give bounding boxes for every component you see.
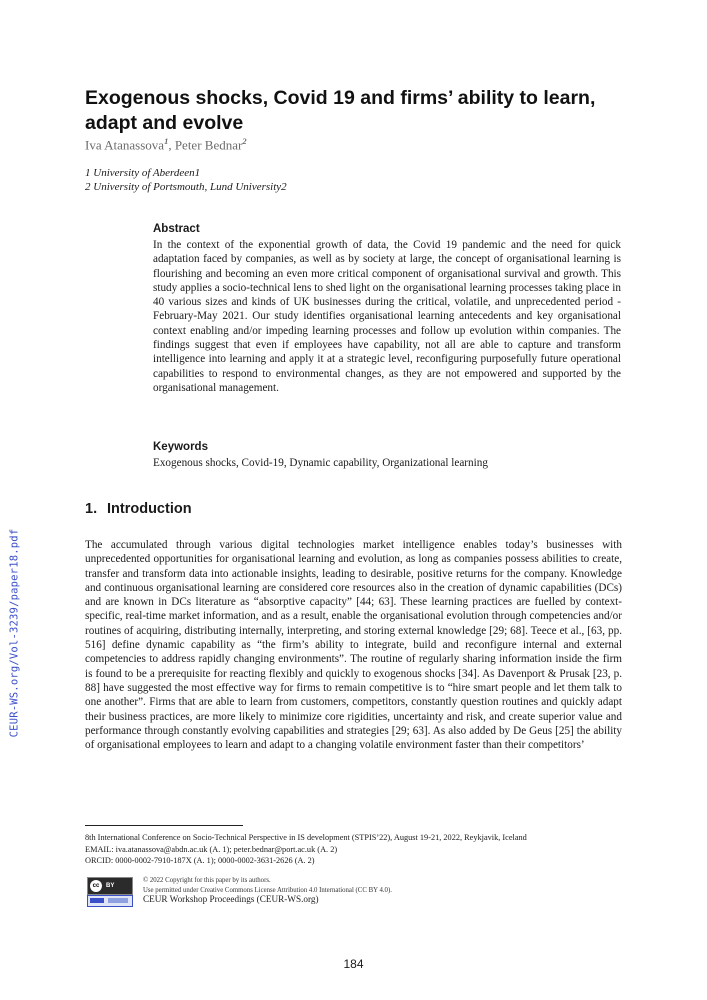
section-number: 1. xyxy=(85,501,98,517)
author-list xyxy=(85,136,247,153)
copyright-line: © 2022 Copyright for this paper by its authors. xyxy=(143,877,271,884)
abstract-text: In the context of the exponential growth of data, the Covid 19 pandemic and the need for quick adaptation faced by companies, as well as by society at large, the concept of organisational learning is flourishing and becoming an even more critical component of organisational survival and growth. This study applies a socio-technical lens to shed light on the organisational learning processes taking place in 40 various sizes and kinds of UK businesses during the critical, volatile, and unprecedented period - February-May 2021. Our study identifies organisational learning antecedents and key organisational context enabling and/or impeding learning processes and follow up evolution within companies. The findings suggest that even if employees have capability, not all are able to capture and transform intelligence into learning and apply it at a strategic level, reconfiguring purposefully future operational capabilities to respond to environmental changes, as they are not empowered and supported by the organisational management. xyxy=(153,239,621,394)
author-2-affiliation-mark: 2 xyxy=(242,136,247,146)
section-heading-introduction xyxy=(85,501,192,517)
author-1-affiliation-mark: 1 xyxy=(164,136,169,146)
cc-icon: cc xyxy=(90,880,102,892)
footnote-orcid: ORCID: 0000-0002-7910-187X (A. 1); 0000-0002-3631-2626 (A. 2) xyxy=(85,856,315,865)
ceur-workshop-logo-icon xyxy=(87,895,133,907)
keywords-heading: Keywords xyxy=(153,441,208,453)
cc-by-license-icon xyxy=(87,877,133,895)
footnotes xyxy=(85,832,527,867)
section-title: Introduction xyxy=(107,501,192,517)
introduction-body-text: The accumulated through various digital technologies market intelligence enables today’s businesses with unprecedented opportunities for organisational learning and evolution, as long as companies possess abilities to create, transfer and transform data into actionable insights, leading to desirable, positive returns for the company. Knowledge and continuous organisational learning are considered core resources also in the creation of dynamic capabilities (DCs) and are known in DCs literature as “absorptive capacity” [44; 63]. These learning practices are fuelled by context-specific, real-time market information, and as a result, enable the organisational evolution through competencies and/or routines of acquiring, distributing internally, interpreting, and storing external knowledge [29; 68]. Teece et al., [63, pp. 516] define dynamic capability as “the firm’s ability to integrate, build and reconfigure internal and external competencies to address rapidly changing environments”. The routine of regularly sharing information inside the firm is found to be a prerequisite for reacting flexibly and quickly to exogenous shocks [34]. As Davenport & Prusak [23, p. 88] have suggested the most effective way for firms to remain competitive is to “hire smart people and let them talk to one another”. Firms that are able to learn from customers, competitors, constantly question routines and quickly adapt their business practices, are more likely to minimize core rigidities, uncertainty and risk, and create superior value and performance through constantly evolving capabilities and strategies [29; 63]. As also added by De Geus [25] the ability of organisational employees to learn and adapt to a changing volatile environment faster than their competitors’ xyxy=(85,539,622,752)
author-1: Iva Atanassova xyxy=(85,137,165,153)
paper-title: Exogenous shocks, Covid 19 and firms’ ability to learn, adapt and evolve xyxy=(85,87,596,134)
author-2: Peter Bednar xyxy=(174,137,243,153)
license-terms-line: Use permitted under Creative Commons License Attribution 4.0 International (CC BY 4.0). xyxy=(143,886,392,894)
ceur-sidebar-link-text[interactable]: CEUR-WS.org/Vol-3239/paper18.pdf xyxy=(8,528,21,738)
by-icon: BY xyxy=(106,883,115,889)
affiliation-2: 2 University of Portsmouth, Lund University2 xyxy=(85,181,287,193)
license-text xyxy=(143,876,392,895)
affiliation-1: 1 University of Aberdeen1 xyxy=(85,167,201,179)
page-number: 184 xyxy=(343,957,364,971)
affiliations xyxy=(85,166,287,194)
footnote-email: EMAIL: iva.atanassova@abdn.ac.uk (A. 1); peter.bednar@port.ac.uk (A. 2) xyxy=(85,844,338,854)
author-separator: , xyxy=(168,137,175,153)
footnote-divider xyxy=(85,825,243,826)
proceedings-name: CEUR Workshop Proceedings (CEUR-WS.org) xyxy=(143,894,319,904)
abstract-heading: Abstract xyxy=(153,223,200,235)
ceur-sidebar-link[interactable] xyxy=(6,522,22,744)
keywords-text: Exogenous shocks, Covid-19, Dynamic capability, Organizational learning xyxy=(153,457,488,469)
footnote-conference: 8th International Conference on Socio-Technical Perspective in IS development (STPIS’22), August 19-21, 2022, Reykjavik, Iceland xyxy=(85,833,527,842)
